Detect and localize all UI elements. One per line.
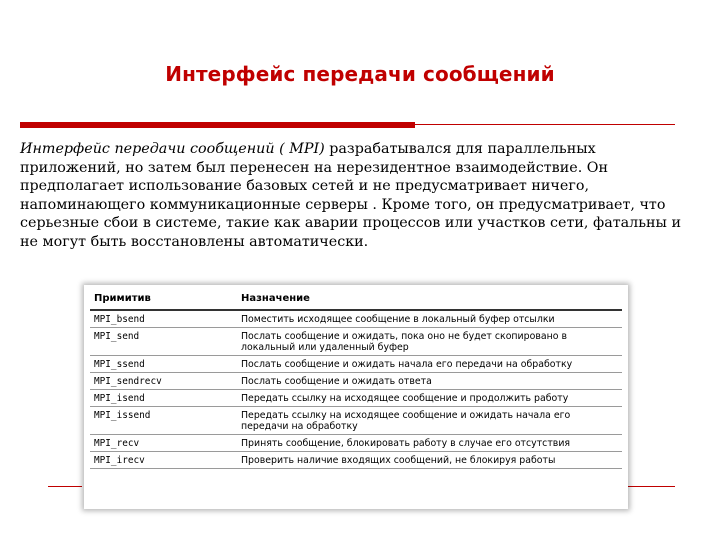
- table-row: [90, 356, 622, 373]
- table-row: [90, 373, 622, 390]
- table-header: [90, 293, 622, 307]
- purpose-cell: Послать сообщение и ожидать начала его передачи на обработку: [241, 359, 573, 370]
- primitive-cell: MPI_send: [94, 331, 140, 342]
- header-purpose: Назначение: [241, 293, 310, 304]
- bottom-divider-left: [48, 486, 82, 487]
- bottom-divider-right: [628, 486, 675, 487]
- mpi-term: Интерфейс передачи сообщений ( MPI): [20, 141, 325, 157]
- table-row: [90, 435, 622, 452]
- primitive-cell: MPI_issend: [94, 410, 151, 421]
- title-divider-thick: [20, 122, 415, 128]
- mpi-primitives-table: [84, 285, 628, 509]
- table-row: [90, 390, 622, 407]
- header-primitive: Примитив: [94, 293, 151, 304]
- purpose-cell: Послать сообщение и ожидать ответа: [241, 376, 432, 387]
- table-body: [90, 311, 622, 469]
- table-row: [90, 311, 622, 328]
- purpose-cell: Передать ссылку на исходящее сообщение и продолжить работу: [241, 393, 569, 404]
- slide-title: Интерфейс передачи сообщений: [165, 62, 555, 86]
- purpose-cell: Послать сообщение и ожидать, пока оно не будет скопировано в локальный или удаленный буфер: [241, 331, 567, 353]
- purpose-cell: Проверить наличие входящих сообщений, не блокируя работы: [241, 455, 556, 466]
- purpose-cell: Поместить исходящее сообщение в локальный буфер отсылки: [241, 314, 555, 325]
- table-row: [90, 328, 622, 356]
- primitive-cell: MPI_sendrecv: [94, 376, 162, 387]
- primitive-cell: MPI_bsend: [94, 314, 145, 325]
- body-paragraph: [20, 140, 700, 251]
- body-text: разрабатывался для параллельных приложений, но затем был перенесен на нерезидентное взаимодействие. Он предполагает использование базовых сетей и не предусматривает ничего, напоминающего коммуникационные серверы . Кроме того, он предусматривает, что серьезные сбои в системе, такие как аварии процессов или участков сети, фатальны и не могут быть восстановлены автоматически.: [20, 141, 682, 250]
- purpose-cell: Передать ссылку на исходящее сообщение и ожидать начала его передачи на обработку: [241, 410, 571, 432]
- primitive-cell: MPI_recv: [94, 438, 140, 449]
- primitive-cell: MPI_ssend: [94, 359, 145, 370]
- primitive-cell: MPI_irecv: [94, 455, 145, 466]
- table-row: [90, 452, 622, 469]
- table-row: [90, 407, 622, 435]
- purpose-cell: Принять сообщение, блокировать работу в случае его отсутствия: [241, 438, 571, 449]
- primitive-cell: MPI_isend: [94, 393, 145, 404]
